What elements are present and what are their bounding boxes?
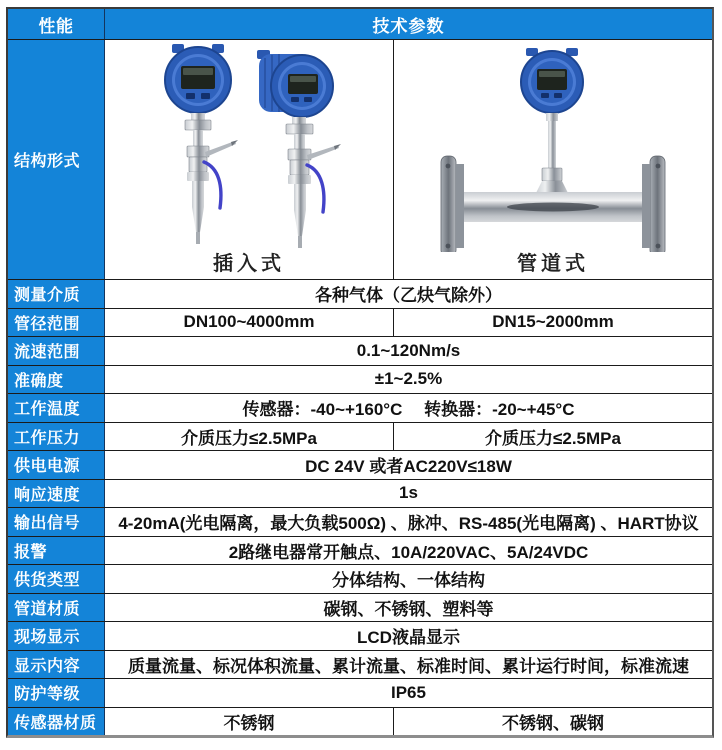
flange-left bbox=[441, 156, 456, 252]
row-label: 供货类型 bbox=[8, 565, 105, 593]
row-value: 2路继电器常开触点、10A/220VAC、5A/24VDC bbox=[228, 542, 589, 562]
table-row bbox=[8, 308, 712, 337]
table-row bbox=[8, 593, 712, 622]
table-row bbox=[8, 536, 712, 565]
table-header-row bbox=[8, 9, 712, 39]
header-technical-parameters: 技术参数 bbox=[105, 9, 712, 39]
row-value: DC 24V 或者AC220V≤18W bbox=[305, 457, 512, 477]
row-value-insertion: 不锈钢 bbox=[105, 708, 394, 736]
spec-table bbox=[6, 7, 714, 738]
table-row bbox=[8, 650, 712, 679]
row-value-insertion: DN100~4000mm bbox=[105, 309, 394, 337]
insertion-type-cell bbox=[105, 40, 394, 279]
table-row bbox=[8, 621, 712, 650]
table-row bbox=[8, 365, 712, 394]
insertion-meter-2 bbox=[257, 50, 341, 248]
structure-label: 结构形式 bbox=[8, 40, 105, 279]
row-value-pipeline: DN15~2000mm bbox=[492, 312, 614, 332]
structure-row bbox=[8, 39, 712, 279]
row-value: LCD液晶显示 bbox=[357, 628, 460, 648]
row-label: 流速范围 bbox=[8, 337, 105, 365]
row-value: 0.1~120Nm/s bbox=[356, 340, 461, 360]
insertion-meter-1 bbox=[165, 44, 238, 244]
pipeline-type-cell bbox=[394, 40, 712, 279]
row-label: 报警 bbox=[8, 537, 105, 565]
row-value: 碳钢、不锈钢、塑料等 bbox=[323, 599, 494, 619]
pipeline-type-caption: 管道式 bbox=[517, 253, 589, 275]
pipeline-meter-photo bbox=[403, 40, 703, 252]
row-label: 工作压力 bbox=[8, 423, 105, 451]
row-label: 供电电源 bbox=[8, 451, 105, 479]
row-value: IP65 bbox=[391, 682, 426, 702]
table-row bbox=[8, 678, 712, 707]
table-row bbox=[8, 422, 712, 451]
row-value-pipeline: 不锈钢、碳钢 bbox=[502, 713, 604, 733]
table-row bbox=[8, 279, 712, 308]
flange-right bbox=[650, 156, 665, 252]
row-label: 显示内容 bbox=[8, 651, 105, 679]
row-label: 防护等级 bbox=[8, 679, 105, 707]
insertion-type-caption: 插入式 bbox=[213, 253, 285, 275]
row-value: 1s bbox=[399, 483, 418, 503]
row-value: 4-20mA(光电隔离，最大负载500Ω) 、脉冲、RS-485(光电隔离) 、HART协议 bbox=[118, 514, 699, 534]
row-value: 分体结构、一体结构 bbox=[332, 571, 485, 591]
row-label: 管道材质 bbox=[8, 594, 105, 622]
table-row bbox=[8, 393, 712, 422]
row-value: ±1~2.5% bbox=[374, 369, 443, 389]
table-row bbox=[8, 707, 712, 736]
row-value-insertion: 介质压力≤2.5MPa bbox=[105, 423, 394, 451]
valve-lever bbox=[307, 165, 324, 212]
row-value: 传感器：-40~+160°C 转换器：-20~+45°C bbox=[242, 400, 575, 420]
row-label: 管径范围 bbox=[8, 309, 105, 337]
insertion-meter-photo bbox=[109, 40, 389, 252]
row-label: 传感器材质 bbox=[8, 708, 105, 736]
table-row bbox=[8, 507, 712, 536]
stem bbox=[548, 121, 556, 171]
row-label: 测量介质 bbox=[8, 280, 105, 308]
row-label: 工作温度 bbox=[8, 394, 105, 422]
header-performance: 性能 bbox=[8, 9, 105, 39]
row-label: 准确度 bbox=[8, 366, 105, 394]
row-value: 质量流量、标况体积流量、累计流量、标准时间、累计运行时间，标准流速 bbox=[128, 656, 689, 676]
row-label: 输出信号 bbox=[8, 508, 105, 536]
table-row bbox=[8, 479, 712, 508]
table-row bbox=[8, 336, 712, 365]
row-value: 各种气体（乙炔气除外） bbox=[315, 286, 502, 306]
pipeline-meter bbox=[441, 48, 665, 252]
row-label: 响应速度 bbox=[8, 480, 105, 508]
row-label: 现场显示 bbox=[8, 622, 105, 650]
table-row bbox=[8, 450, 712, 479]
probe-pointer bbox=[307, 145, 339, 160]
row-value-pipeline: 介质压力≤2.5MPa bbox=[485, 428, 621, 448]
table-row bbox=[8, 564, 712, 593]
